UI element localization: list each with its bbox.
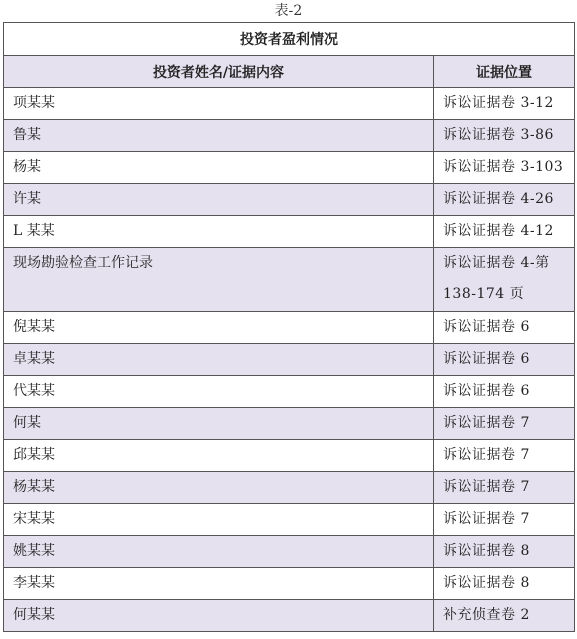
table-header-row: [4, 56, 575, 88]
evidence-location-cell: 补充侦查卷 2: [434, 600, 575, 632]
investor-name-cell: 倪某某: [4, 312, 434, 344]
evidence-location-cell: 诉讼证据卷 3-86: [434, 120, 575, 152]
evidence-location-cell: 诉讼证据卷 7: [434, 504, 575, 536]
investor-name-cell: 何某: [4, 408, 434, 440]
table-row: [4, 152, 575, 184]
investor-name-cell: 宋某某: [4, 504, 434, 536]
evidence-location-cell: 诉讼证据卷 6: [434, 344, 575, 376]
table-row: [4, 216, 575, 248]
evidence-location-cell: 诉讼证据卷 7: [434, 408, 575, 440]
evidence-location-cell: 诉讼证据卷 8: [434, 536, 575, 568]
evidence-location-cell: 诉讼证据卷 4-12: [434, 216, 575, 248]
table-row: [4, 408, 575, 440]
investor-name-cell: 卓某某: [4, 344, 434, 376]
evidence-location-cell: 诉讼证据卷 4-第 138-174 页: [434, 248, 575, 312]
investor-name-cell: 许某: [4, 184, 434, 216]
evidence-location-cell: 诉讼证据卷 3-12: [434, 88, 575, 120]
table-caption: 表-2: [274, 3, 303, 19]
investor-name-cell: 鲁某: [4, 120, 434, 152]
table-row: [4, 472, 575, 504]
table-row: [4, 344, 575, 376]
evidence-location-cell: 诉讼证据卷 8: [434, 568, 575, 600]
table-row: [4, 184, 575, 216]
investor-name-cell: 何某某: [4, 600, 434, 632]
table-title-row: [4, 23, 575, 56]
table-row: [4, 568, 575, 600]
investor-name-cell: 杨某: [4, 152, 434, 184]
investor-name-cell: 杨某某: [4, 472, 434, 504]
investor-name-cell: 姚某某: [4, 536, 434, 568]
evidence-content-cell: 现场勘验检查工作记录: [4, 248, 434, 312]
evidence-location-cell: 诉讼证据卷 4-26: [434, 184, 575, 216]
table-row: [4, 600, 575, 632]
evidence-location-cell: 诉讼证据卷 6: [434, 312, 575, 344]
table-row: [4, 120, 575, 152]
table-row: [4, 312, 575, 344]
table-row: [4, 536, 575, 568]
investor-name-cell: L 某某: [4, 216, 434, 248]
evidence-location-cell: 诉讼证据卷 7: [434, 472, 575, 504]
evidence-location-cell: 诉讼证据卷 7: [434, 440, 575, 472]
table-row: [4, 504, 575, 536]
column-header-name: 投资者姓名/证据内容: [4, 56, 434, 88]
table-row: [4, 440, 575, 472]
investor-name-cell: 邱某某: [4, 440, 434, 472]
table-row: [4, 88, 575, 120]
evidence-location-cell: 诉讼证据卷 6: [434, 376, 575, 408]
investor-profit-table: [3, 22, 575, 632]
investor-name-cell: 代某某: [4, 376, 434, 408]
table-row: [4, 376, 575, 408]
evidence-location-cell: 诉讼证据卷 3-103: [434, 152, 575, 184]
investor-name-cell: 李某某: [4, 568, 434, 600]
column-header-location: 证据位置: [434, 56, 575, 88]
table-title: 投资者盈利情况: [4, 23, 575, 56]
table-row: [4, 248, 575, 312]
investor-name-cell: 项某某: [4, 88, 434, 120]
